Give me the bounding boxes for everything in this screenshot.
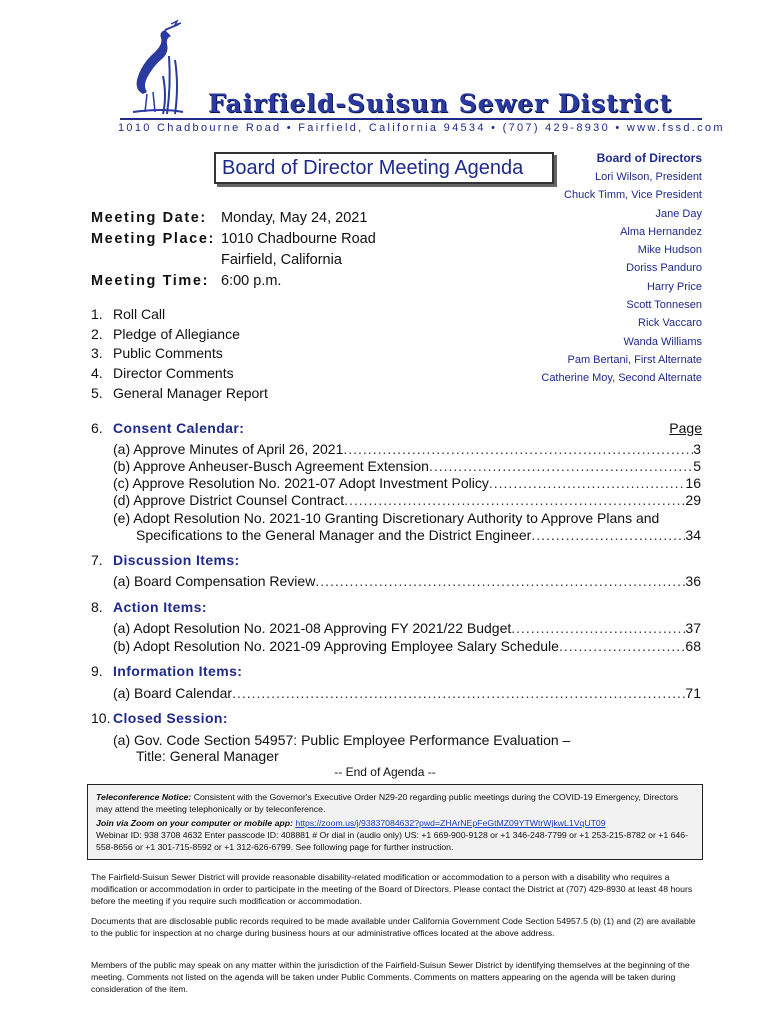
- board-member: Rick Vaccaro: [638, 317, 702, 330]
- board-member: Alma Hernandez: [620, 225, 702, 238]
- action-entry: (b) Adopt Resolution No. 2021-09 Approving Employee Salary Schedule ..... 68: [113, 638, 701, 655]
- consent-entry: (d) Approve District Counsel Contract ..... 29: [113, 492, 701, 509]
- zoom-link[interactable]: https://zoom.us/j/93837084632?pwd=ZHArNEpFeGtMZ09YTWtrWjkwL1VqUT09: [295, 818, 606, 828]
- board-member: Chuck Timm, Vice President: [564, 189, 702, 202]
- closed-entry: Title: General Manager: [136, 748, 279, 764]
- meeting-time: 6:00 p.m.: [221, 273, 282, 289]
- consent-entry: (b) Approve Anheuser-Busch Agreement Extension ..... 5: [113, 458, 701, 475]
- list-item: 3. Public Comments: [91, 345, 223, 362]
- district-name: Fairfield-Suisun Sewer District: [208, 89, 673, 118]
- meeting-time-label: Meeting Time:: [91, 273, 210, 289]
- header-rule: [120, 118, 702, 120]
- heron-logo-icon: [113, 16, 203, 116]
- documents-paragraph: Documents that are disclosable public records required to be made available under California Government Code Section 54957.5 (b) (1) and (2) are available to the public for inspection at no charge during business hours at our administrative offices located at the above address.: [91, 916, 696, 938]
- public-comment-paragraph: Members of the public may speak on any matter within the jurisdiction of the Fairfield-Suisun Sewer District by identifying themselves at the beginning of the meeting. Comments not listed on the agenda will be taken under Public Comments. Comments on matters appearing on the agenda will be taken during consideration of the item.: [91, 960, 690, 994]
- board-member: Catherine Moy, Second Alternate: [541, 372, 702, 385]
- discussion-heading: 7. Discussion Items:: [91, 552, 240, 568]
- consent-entry: (a) Approve Minutes of April 26, 2021 ..... 3: [113, 441, 701, 458]
- board-member: Lori Wilson, President: [595, 171, 702, 183]
- meeting-date-label: Meeting Date:: [91, 210, 207, 226]
- information-entry: (a) Board Calendar ..... 71: [113, 685, 701, 702]
- consent-entry: (c) Approve Resolution No. 2021-07 Adopt Investment Policy ..... 16: [113, 475, 701, 492]
- consent-heading: 6. Consent Calendar:: [91, 420, 245, 436]
- list-item: 1. Roll Call: [91, 306, 166, 322]
- action-heading: 8. Action Items:: [91, 599, 207, 615]
- agenda-title: Board of Director Meeting Agenda: [214, 152, 554, 184]
- board-member: Scott Tonnesen: [626, 299, 702, 312]
- page-column-header: Page: [669, 420, 702, 436]
- board-member: Doriss Panduro: [626, 262, 702, 275]
- meeting-place: 1010 Chadbourne Road: [221, 231, 376, 247]
- board-member: Harry Price: [646, 280, 702, 293]
- teleconference-notice: Teleconference Notice: Consistent with the Governor's Executive Order N29-20 regarding public meetings during the COVID-19 Emergency, Directors may attend the meeting telephonically or by teleconference. Join via Zoom on your computer or mobile app: https://zoom.us/j/93837084632?pwd=ZHArNEpFeGtMZ09YTWtrWjkwL1VqUT09 Webinar ID: 938 3708 4632 Enter passcode ID: 408881 # Or dial in (audio only) US: +1 669-900-9128 or +1 346-248-7799 or +1 253-215-8782 or +1 646-558-8656 or +1 301-715-8592 or +1 312-626-6799. See following page for further instruction.: [87, 784, 703, 860]
- agenda-items: [91, 305, 268, 403]
- board-member: Jane Day: [655, 207, 702, 220]
- board-member: Mike Hudson: [637, 244, 702, 257]
- board-heading: Board of Directors: [596, 151, 702, 165]
- district-logo: [113, 16, 203, 116]
- meeting-place-label: Meeting Place:: [91, 231, 215, 247]
- list-item: 5. General Manager Report: [91, 384, 268, 401]
- list-item: 2. Pledge of Allegiance: [91, 325, 240, 342]
- consent-entry: Specifications to the General Manager and the District Engineer ..... 34: [136, 527, 701, 544]
- meeting-info: [91, 208, 376, 292]
- consent-entry: (e) Adopt Resolution No. 2021-10 Granting Discretionary Authority to Approve Plans and: [113, 510, 660, 526]
- board-member: Pam Bertani, First Alternate: [567, 353, 702, 366]
- board-members-list: [500, 168, 702, 388]
- end-of-agenda: -- End of Agenda --: [334, 765, 436, 779]
- meeting-place-city: Fairfield, California: [221, 252, 342, 268]
- disability-paragraph: The Fairfield-Suisun Sewer District will provide reasonable disability-related modification or accommodation to a person with a disability who requires a modification or accommodation in order to participate in the meeting of the Board of Directors. Please contact the District at (707) 429-8930 at least 48 hours before the meeting if you require such modification or accommodation.: [91, 872, 693, 906]
- action-entry: (a) Adopt Resolution No. 2021-08 Approving FY 2021/22 Budget ..... 37: [113, 620, 701, 637]
- board-member: Wanda Williams: [623, 335, 702, 348]
- information-heading: 9. Information Items:: [91, 663, 243, 679]
- discussion-entry: (a) Board Compensation Review ..... 36: [113, 573, 701, 590]
- meeting-date: Monday, May 24, 2021: [221, 210, 368, 226]
- closed-entry: (a) Gov. Code Section 54957: Public Employee Performance Evaluation –: [113, 732, 571, 748]
- district-address: 1010 Chadbourne Road • Fairfield, California 94534 • (707) 429-8930 • www.fssd.com: [118, 122, 725, 134]
- closed-heading: 10. Closed Session:: [91, 710, 228, 726]
- list-item: 4. Director Comments: [91, 365, 234, 382]
